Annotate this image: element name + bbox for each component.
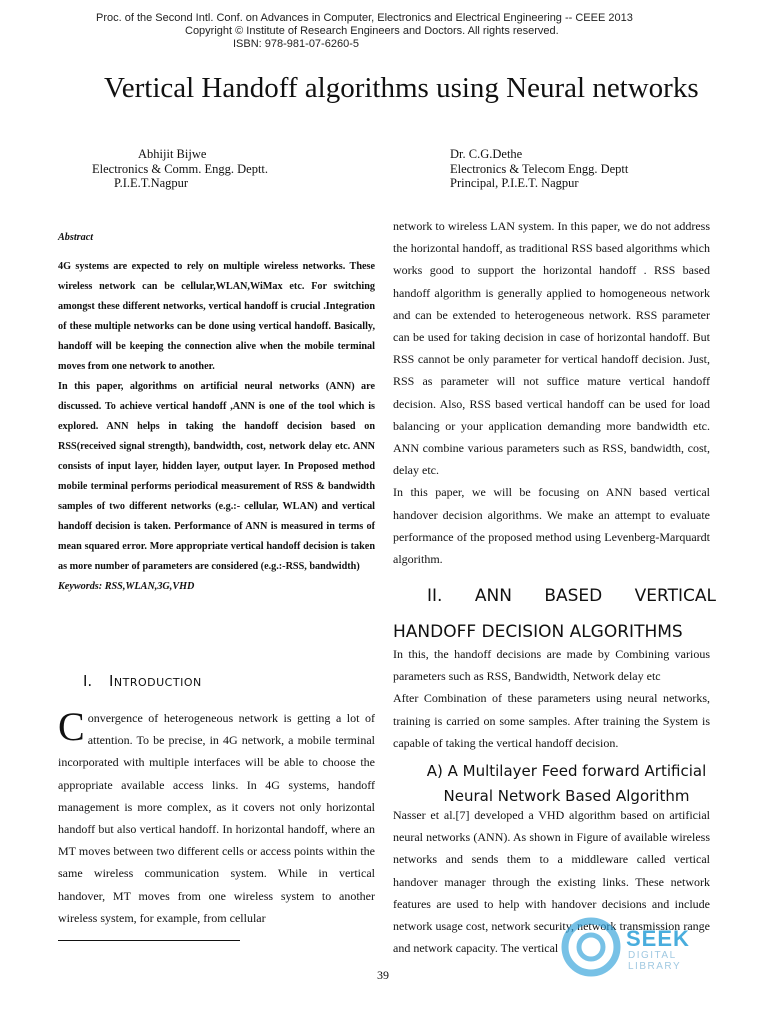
author-left-dept: Electronics & Comm. Engg. Deptt. — [92, 161, 269, 176]
section-2-heading — [393, 578, 716, 650]
section-2-heading-line-1: II. ANN BASED VERTICAL — [427, 586, 716, 606]
paper-title: Vertical Handoff algorithms using Neural networks — [104, 72, 699, 104]
abstract-paragraph-1: 4G systems are expected to rely on multiple wireless networks. These wireless network can be cellular,WLAN,WiMax etc. For switching amongst these different networks, vertical handoff is crucial .Integration of these multiple networks can be done using vertical handoff. Basically, handoff will be keeping the connection alive when the mobile terminal moves from one network to another. — [58, 261, 375, 372]
header-line-2: Copyright © Institute of Research Engineers and Doctors. All rights reserved. — [185, 25, 559, 37]
seek-watermark — [560, 914, 730, 980]
right-paragraph-1: network to wireless LAN system. In this paper, we do not address the horizontal handoff, as traditional RSS based algorithms which works good to support the horizontal handoff . RSS based handoff algorithm is generally applied to homogeneous network and can be extended to heterogeneous network. RSS parameter can be used for taking decision in case of horizontal handoff. But RSS cannot be only parameter for vertical handoff decision. Just, RSS as parameter will not suffice mature vertical handoff decision. Also, RSS based vertical handoff can be used for load balancing or your application demanding more bandwidth etc. ANN combine various parameters such as RSS, bandwidth, cost, delay etc. — [393, 219, 710, 478]
section-2-paragraph-2: After Combination of these parameters using neural networks, training is carried on some samples. After training the System is capable of taking the vertical handoff decision. — [393, 691, 710, 750]
author-left-name: Abhijit Bijwe — [138, 147, 207, 161]
drop-cap: C — [58, 704, 85, 749]
abstract-paragraph-2: In this paper, algorithms on artificial neural networks (ANN) are discussed. To achieve vertical handoff ,ANN is one of the tool which is explored. ANN helps in taking the handoff decision based on RSS(received signal strength), bandwidth, cost, network delay etc. ANN consists of input layer, hidden layer, output layer. In Proposed method mobile terminal performs periodical measurement of RSS & bandwidth samples of two different networks (e.g.:- cellular, WLAN) and vertical handoff decision is taken. Performance of ANN is measured in terms of mean squared error. More appropriate vertical handoff decision is taken as more number of parameters are considered (e.g.:-RSS, bandwidth) — [58, 381, 375, 572]
section-1-heading — [83, 672, 202, 690]
conference-header — [96, 12, 676, 51]
seek-logo-icon — [560, 916, 622, 978]
right-paragraph-2: In this paper, we will be focusing on ANN based vertical handover decision algorithms. We make an attempt to evaluate performance of the proposed method using Levenberg-Marquardt algorithm. — [393, 485, 710, 567]
author-right-name: Dr. C.G.Dethe — [450, 147, 523, 161]
section-1-number: I. — [83, 672, 93, 690]
section-2-body — [393, 643, 710, 754]
subsection-a-heading-line-2: Neural Network Based Algorithm — [443, 787, 690, 805]
page-number: 39 — [377, 968, 389, 982]
author-right — [450, 147, 628, 191]
section-2-paragraph-1: In this, the handoff decisions are made by Combining various parameters such as RSS, Bandwidth, Network delay etc — [393, 647, 710, 684]
author-left-inst: P.I.E.T.Nagpur — [114, 176, 189, 190]
abstract — [58, 232, 375, 597]
subsection-a-heading — [393, 759, 710, 809]
header-line-1: Proc. of the Second Intl. Conf. on Advances in Computer, Electronics and Electrical Engineering -- CEEE 2013 — [96, 12, 633, 24]
right-column-intro — [393, 215, 710, 570]
section-1-title: Introduction — [108, 672, 202, 690]
subsection-a-heading-line-1: A) A Multilayer Feed forward Artificial — [426, 762, 707, 780]
footnote-rule — [58, 940, 240, 941]
author-right-dept: Electronics & Telecom Engg. Deptt — [450, 161, 629, 176]
section-2-heading-line-2: HANDOFF DECISION ALGORITHMS — [393, 622, 683, 642]
watermark-subtitle: DIGITAL LIBRARY — [628, 950, 682, 972]
author-left — [92, 147, 268, 191]
keywords: Keywords: RSS,WLAN,3G,VHD — [58, 581, 195, 592]
introduction-body — [58, 704, 375, 929]
abstract-label: Abstract — [58, 232, 94, 243]
introduction-paragraph — [58, 704, 375, 929]
header-line-3: ISBN: 978-981-07-6260-5 — [233, 38, 359, 50]
watermark-brand: SEEK — [626, 926, 690, 951]
author-right-inst: Principal, P.I.E.T. Nagpur — [450, 176, 579, 190]
subsection-a-paragraph: Nasser et al.[7] developed a VHD algorithm based on artificial neural networks (ANN). As shown in Figure of available wireless networks and sends them to a middleware called vertical handover manager through the existing links. These network features are used to help with handover decisions and include network usage cost, network security, network transmission range and network capacity. The vertical — [393, 808, 710, 956]
introduction-text: onvergence of heterogeneous network is getting a lot of attention. To be precise, in 4G network, a mobile terminal incorporated with multiple interfaces will be able to choose the appropriate available access links. In 4G systems, handoff management is more complex, as it covers not only horizontal handoff but also vertical handoff. In horizontal handoff, where an MT moves between two different cells or access points within the same wireless communication system. While in vertical handover, MT moves from one wireless system to another wireless system, for example, from cellular — [58, 711, 375, 925]
